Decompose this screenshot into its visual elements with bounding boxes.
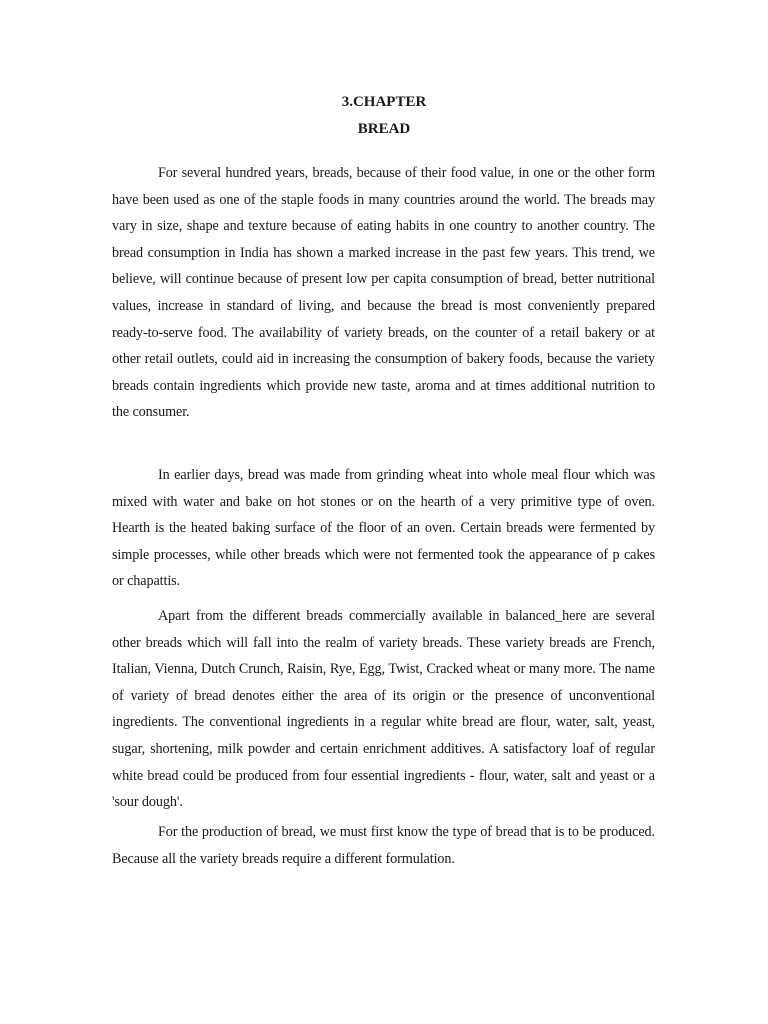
- chapter-title: BREAD: [357, 121, 411, 137]
- chapter-number-heading: 3.CHAPTER: [341, 94, 427, 110]
- paragraph-4: For the production of bread, we must first know the type of bread that is to be produced. Because all the variety breads require a different formulation.: [112, 824, 655, 867]
- paragraph-3: Apart from the different breads commercially available in balanced_here are several other breads which will fall into the realm of variety breads. These variety breads are French, Italian, Vienna, Dutch Crunch, Raisin, Rye, Egg, Twist, Cracked wheat or many more. The name of variety of bread denotes either the area of its origin or the presence of unconventional ingredients. The conventional ingredients in a regular white bread are flour, water, salt, yeast, sugar, shortening, milk powder and certain enrichment additives. A satisfactory loaf of regular white bread could be produced from four essential ingredients - flour, water, salt and yeast or a 'sour dough'.: [112, 608, 655, 811]
- paragraph-2: In earlier days, bread was made from grinding wheat into whole meal flour which was mixed with water and bake on hot stones or on the hearth of a very primitive type of oven. Hearth is the heated baking surface of the floor of an oven. Certain breads were fermented by simple processes, while other breads which were not fermented took the appearance of p cakes or chapattis.: [112, 467, 655, 590]
- paragraph-1: For several hundred years, breads, because of their food value, in one or the other form have been used as one of the staple foods in many countries around the world. The breads may vary in size, shape and texture because of eating habits in one country to another country. The bread consumption in India has shown a marked increase in the past few years. This trend, we believe, will continue because of present low per capita consumption of bread, better nutritional values, increase in standard of living, and because the bread is most conveniently prepared ready-to-serve food. The availability of variety breads, on the counter of a retail bakery or at other retail outlets, could aid in increasing the consumption of bakery foods, because the variety breads contain ingredients which provide new taste, aroma and at times additional nutrition to the consumer.: [112, 165, 655, 421]
